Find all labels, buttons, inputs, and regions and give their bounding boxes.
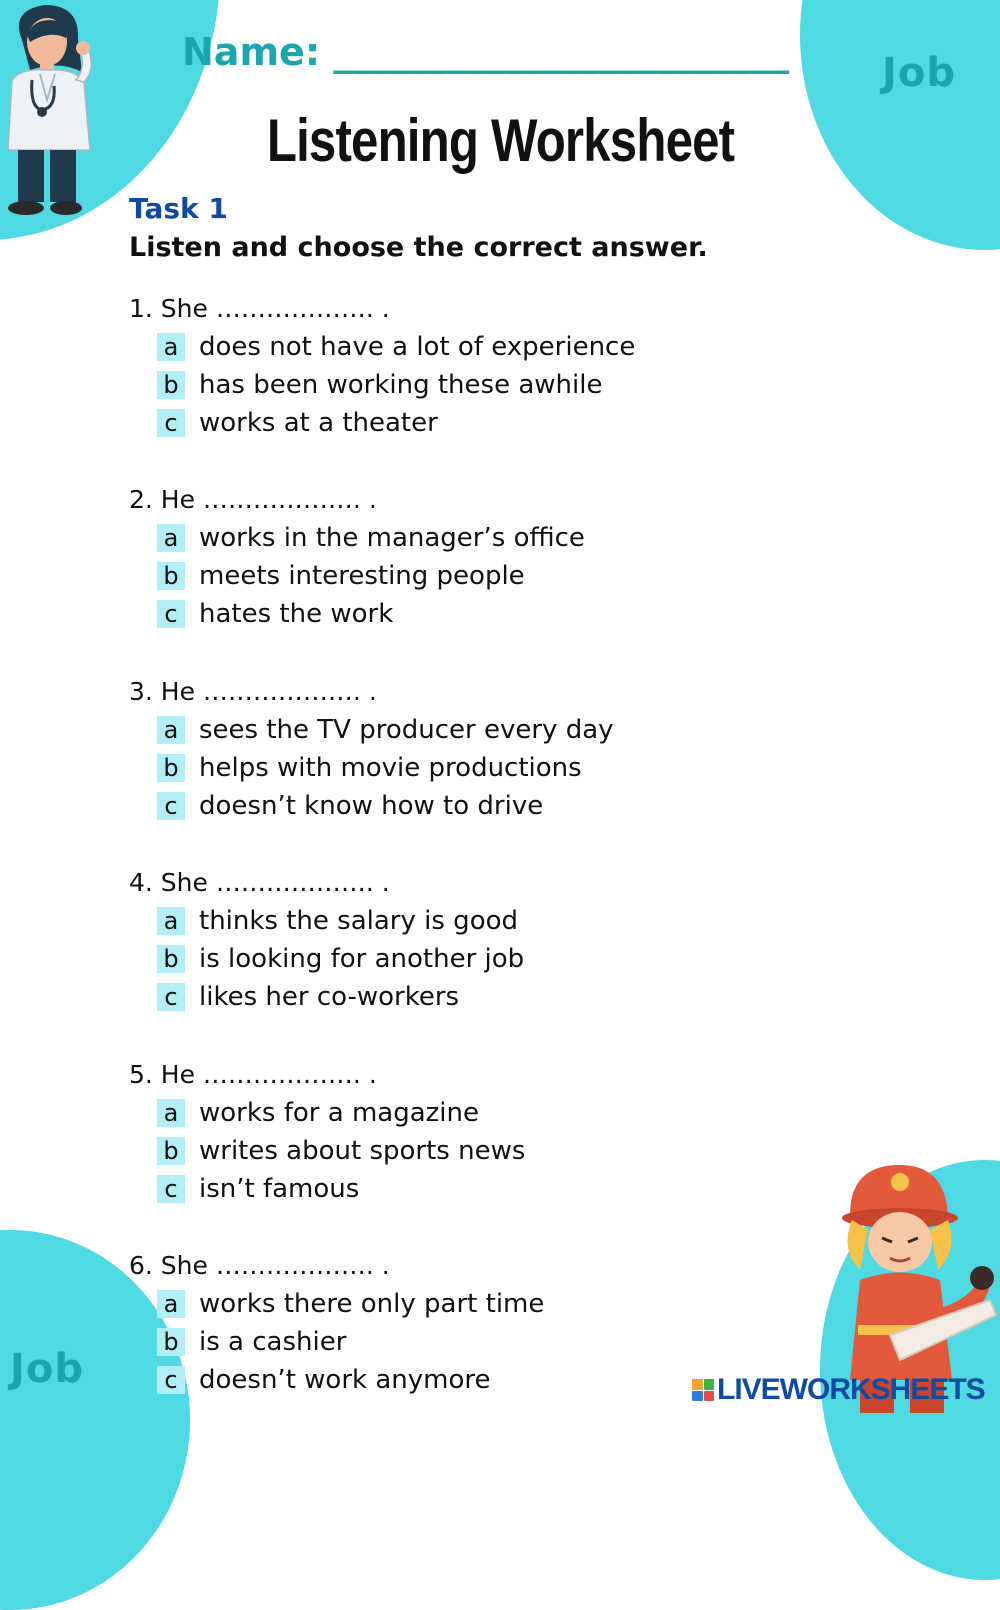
option-b[interactable] [157,557,525,595]
option-b[interactable] [157,366,603,404]
question-stem: 3. He ………………. . [129,677,377,706]
option-text: writes about sports news [199,1136,526,1166]
option-letter[interactable]: a [157,524,185,552]
question-6 [129,1247,545,1399]
option-letter[interactable]: c [157,600,185,628]
option-letter[interactable]: a [157,1099,185,1127]
logo-mark-icon [692,1379,714,1401]
option-letter[interactable]: a [157,907,185,935]
option-c[interactable] [157,1170,377,1208]
question-stem: 2. He ………………. . [129,485,377,514]
option-c[interactable] [157,1361,491,1399]
option-a[interactable] [157,1094,479,1132]
option-letter[interactable]: a [157,716,185,744]
page-title: Listening Worksheet [266,107,735,174]
option-text: likes her co-workers [199,982,460,1012]
option-letter[interactable]: b [157,945,185,973]
question-2 [129,481,585,633]
task-label: Task 1 [129,192,228,225]
option-b[interactable] [157,1132,526,1170]
question-stem: 1. She ………………. . [129,294,390,323]
option-text: helps with movie productions [199,753,582,783]
option-c[interactable] [157,787,544,825]
option-c[interactable] [157,595,394,633]
option-text: isn’t famous [199,1174,360,1204]
option-letter[interactable]: b [157,371,185,399]
option-c[interactable] [157,404,438,442]
option-a[interactable] [157,1285,545,1323]
option-text: works for a magazine [199,1098,479,1128]
question-4 [129,864,525,1016]
option-a[interactable] [157,519,585,557]
option-text: works there only part time [199,1289,545,1319]
option-a[interactable] [157,328,636,366]
option-letter[interactable]: c [157,409,185,437]
option-a[interactable] [157,902,519,940]
option-text: doesn’t work anymore [199,1365,491,1395]
option-letter[interactable]: b [157,1328,185,1356]
question-stem: 4. She ………………. . [129,868,390,897]
option-letter[interactable]: c [157,1366,185,1394]
option-letter[interactable]: b [157,754,185,782]
option-letter[interactable]: c [157,983,185,1011]
logo-text: LIVEWORKSHEETS [717,1373,985,1406]
option-text: works in the manager’s office [199,523,585,553]
question-stem: 5. He ………………. . [129,1060,377,1089]
question-5 [129,1056,526,1208]
question-1 [129,290,636,442]
name-field-label: Name: ________________________ [182,30,790,74]
option-b[interactable] [157,1323,390,1361]
corner-label-bottom: Job [10,1346,84,1392]
option-b[interactable] [157,940,525,978]
option-letter[interactable]: a [157,1290,185,1318]
question-stem: 6. She ………………. . [129,1251,390,1280]
option-text: sees the TV producer every day [199,715,614,745]
task-instruction: Listen and choose the correct answer. [129,232,708,263]
option-b[interactable] [157,749,582,787]
option-text: does not have a lot of experience [199,332,636,362]
option-text: doesn’t know how to drive [199,791,544,821]
option-text: works at a theater [199,408,438,438]
option-c[interactable] [157,978,460,1016]
option-letter[interactable]: b [157,1137,185,1165]
option-text: has been working these awhile [199,370,603,400]
option-letter[interactable]: a [157,333,185,361]
question-3 [129,673,614,825]
option-text: thinks the salary is good [199,906,519,936]
liveworksheets-logo[interactable] [692,1374,985,1406]
corner-label-top: Job [882,50,956,96]
option-letter[interactable]: c [157,792,185,820]
option-text: is looking for another job [199,944,525,974]
option-text: hates the work [199,599,394,629]
option-letter[interactable]: b [157,562,185,590]
option-a[interactable] [157,711,614,749]
option-text: is a cashier [199,1327,347,1357]
option-letter[interactable]: c [157,1175,185,1203]
option-text: meets interesting people [199,561,525,591]
